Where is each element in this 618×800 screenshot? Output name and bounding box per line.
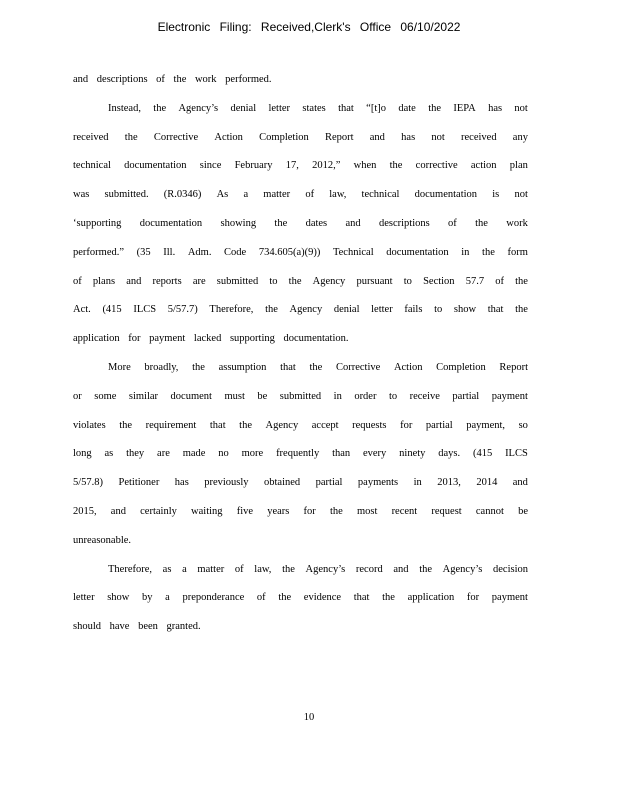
word: days.	[438, 448, 461, 460]
word: that	[280, 362, 296, 373]
word: the	[288, 275, 302, 287]
word: 2013,	[437, 477, 461, 489]
body-line	[73, 477, 528, 488]
word: has	[488, 102, 503, 114]
word: ILCS	[133, 304, 157, 316]
body-line	[73, 391, 528, 402]
word: technical	[361, 189, 400, 201]
word: recent	[391, 506, 418, 517]
word: letter	[268, 102, 291, 114]
word: that	[209, 419, 226, 431]
word: of	[234, 563, 244, 575]
word: Completion	[259, 131, 309, 143]
word: than	[332, 448, 351, 460]
word: to	[269, 275, 278, 287]
word: submitted	[279, 390, 322, 402]
word: corrective	[415, 160, 458, 172]
word: is	[492, 189, 500, 201]
word: payment	[491, 390, 528, 402]
word: (415	[472, 448, 493, 460]
word: preponderance	[182, 592, 245, 604]
word: law,	[254, 563, 272, 575]
word: the	[309, 362, 323, 373]
word: (35	[136, 246, 151, 258]
word: they	[126, 448, 145, 460]
word: obtained	[264, 477, 301, 489]
word: in	[333, 390, 342, 402]
word: cannot	[475, 506, 504, 517]
word: of	[448, 218, 457, 229]
word: partial	[452, 390, 480, 402]
word: 2014	[476, 477, 498, 489]
word: Instead,	[108, 102, 141, 114]
body-line	[73, 132, 528, 143]
word: law,	[329, 189, 347, 201]
word: for	[303, 506, 316, 517]
word: Ill.	[163, 246, 176, 258]
word: payments	[357, 477, 399, 489]
word: documentation	[139, 218, 203, 229]
word: Act.	[73, 304, 91, 316]
word: the	[124, 131, 138, 143]
word: Action	[393, 362, 423, 373]
word: Report	[499, 362, 528, 373]
word: or	[73, 390, 82, 402]
word: Technical	[332, 246, 374, 258]
word: assumption	[218, 362, 267, 373]
word: reports	[152, 275, 182, 287]
word: of	[305, 189, 315, 201]
word: denial	[333, 304, 360, 316]
word: show	[453, 304, 477, 316]
word: of	[495, 275, 504, 287]
word: the	[482, 246, 495, 258]
word: partial	[425, 419, 453, 431]
word: payment,	[466, 419, 506, 431]
word: long	[73, 448, 92, 460]
word: Agency	[265, 419, 299, 431]
word: for	[400, 419, 413, 431]
word: dates	[305, 218, 328, 229]
word: to	[403, 275, 412, 287]
word: the	[515, 304, 528, 316]
word: submitted.	[104, 189, 149, 201]
body-line	[73, 420, 528, 431]
word: not	[431, 131, 445, 143]
word: frequently	[276, 448, 320, 460]
word: previously	[204, 477, 249, 489]
word: documentation	[414, 189, 478, 201]
word: Agency	[312, 275, 346, 287]
word: plan	[509, 160, 528, 172]
word: the	[515, 275, 528, 287]
word: when	[353, 160, 377, 172]
word: Completion	[436, 362, 486, 373]
body-line	[73, 218, 528, 229]
word: for	[466, 592, 480, 604]
body-line	[108, 103, 528, 114]
body-line: unreasonable.	[73, 534, 132, 546]
word: 734.605(a)(9))	[258, 246, 321, 258]
word: broadly,	[144, 362, 179, 373]
word: a	[182, 563, 187, 575]
word: 57.7	[465, 275, 485, 287]
word: Therefore,	[209, 304, 254, 316]
word: technical	[73, 160, 111, 172]
word: application	[407, 592, 455, 604]
word: requests	[352, 419, 387, 431]
word: partial	[315, 477, 343, 489]
word: (R.0346)	[163, 189, 202, 201]
word: Corrective	[335, 362, 381, 373]
word: that	[487, 304, 504, 316]
word: and	[393, 563, 409, 575]
word: the	[382, 592, 395, 604]
word: showing	[220, 218, 257, 229]
word: no	[218, 448, 229, 460]
word: the	[153, 102, 167, 114]
word: and	[345, 218, 361, 229]
word: ILCS	[505, 448, 528, 460]
word: Agency’s	[442, 563, 483, 575]
word: has	[174, 477, 189, 489]
word: As	[216, 189, 229, 201]
word: ‘supporting	[73, 218, 122, 229]
word: most	[356, 506, 378, 517]
word: letter	[371, 304, 393, 316]
word: years	[267, 506, 290, 517]
word: descriptions	[378, 218, 430, 229]
word: to	[434, 304, 443, 316]
word: as	[162, 563, 172, 575]
word: Code	[224, 246, 247, 258]
word: plans	[92, 275, 116, 287]
word: request	[431, 506, 462, 517]
word: (415	[102, 304, 122, 316]
word: IEPA	[453, 102, 476, 114]
word: was	[73, 189, 90, 201]
word: Section	[423, 275, 455, 287]
word: Corrective	[153, 131, 199, 143]
word: the	[278, 592, 292, 604]
word: received	[461, 131, 497, 143]
body-line: application for payment lacked supporting documentation.	[73, 333, 349, 345]
body-line	[73, 276, 528, 287]
word: not	[514, 102, 528, 114]
word: February	[234, 160, 273, 172]
word: letter	[73, 592, 95, 604]
word: receive	[409, 390, 440, 402]
body-line	[73, 304, 528, 315]
word: submitted	[216, 275, 259, 287]
word: Adm.	[187, 246, 212, 258]
word: and	[369, 131, 385, 143]
word: 17,	[285, 160, 299, 172]
word: action	[470, 160, 497, 172]
word: Petitioner	[118, 477, 160, 489]
word: fails	[404, 304, 423, 316]
word: received	[73, 131, 109, 143]
word: 5/57.8)	[73, 477, 104, 489]
word: Action	[214, 131, 243, 143]
word: the	[428, 102, 442, 114]
word: the	[119, 419, 133, 431]
word: Agency	[289, 304, 323, 316]
word: of	[256, 592, 266, 604]
word: the	[475, 218, 488, 229]
word: matter	[263, 189, 291, 201]
word: the	[192, 362, 205, 373]
word: show	[107, 592, 130, 604]
body-line	[73, 247, 528, 258]
word: form	[507, 246, 528, 258]
word: more	[241, 448, 264, 460]
word: decision	[493, 563, 528, 575]
word: denial	[230, 102, 257, 114]
word: states	[302, 102, 326, 114]
word: not	[514, 189, 528, 201]
filing-header: Electronic Filing: Received,Clerk's Office 06/10/2022	[157, 20, 461, 34]
word: be	[518, 506, 528, 517]
word: a	[165, 592, 170, 604]
word: and	[126, 275, 142, 287]
word: evidence	[303, 592, 342, 604]
word: as	[104, 448, 114, 460]
word: every	[362, 448, 387, 460]
word: ninety	[399, 448, 426, 460]
word: the	[274, 218, 288, 229]
word: the	[265, 304, 278, 316]
word: to	[388, 390, 398, 402]
word: has	[401, 131, 416, 143]
word: accept	[311, 419, 339, 431]
word: Agency’s	[178, 102, 219, 114]
body-line	[73, 448, 528, 459]
word: must	[224, 390, 245, 402]
word: 5/57.7)	[167, 304, 198, 316]
word: are	[157, 448, 170, 460]
word: are	[192, 275, 206, 287]
body-line	[73, 592, 528, 603]
word: “[t]o	[366, 102, 386, 114]
word: documentation	[124, 160, 187, 172]
body-line	[108, 362, 528, 373]
word: 2015,	[73, 506, 97, 517]
word: certainly	[140, 506, 177, 517]
word: made	[182, 448, 206, 460]
word: any	[512, 131, 528, 143]
word: so	[518, 419, 528, 431]
body-line	[73, 506, 528, 517]
word: that	[353, 592, 370, 604]
word: and	[110, 506, 126, 517]
word: by	[142, 592, 153, 604]
word: and	[512, 477, 528, 489]
word: the	[419, 563, 433, 575]
word: matter	[197, 563, 225, 575]
word: Report	[324, 131, 354, 143]
word: documentation	[386, 246, 449, 258]
body-line	[73, 160, 528, 171]
word: payment	[491, 592, 528, 604]
word: since	[199, 160, 222, 172]
word: in	[413, 477, 422, 489]
word: Agency’s	[305, 563, 346, 575]
word: the	[389, 160, 403, 172]
word: the	[329, 506, 343, 517]
word: be	[257, 390, 268, 402]
word: some	[94, 390, 117, 402]
body-line	[73, 189, 528, 200]
word: requirement	[145, 419, 197, 431]
word: of	[73, 275, 82, 287]
word: in	[461, 246, 470, 258]
body-line	[108, 564, 528, 575]
word: date	[398, 102, 416, 114]
word: that	[338, 102, 354, 114]
page-number: 10	[303, 712, 315, 723]
word: the	[239, 419, 252, 431]
word: violates	[73, 419, 106, 431]
word: similar	[128, 390, 159, 402]
word: waiting	[191, 506, 223, 517]
word: the	[282, 563, 295, 575]
word: pursuant	[356, 275, 393, 287]
word: 2012,”	[312, 160, 341, 172]
word: five	[236, 506, 254, 517]
body-line: and descriptions of the work performed.	[73, 74, 272, 85]
word: document	[170, 390, 212, 402]
word: a	[243, 189, 249, 201]
word: record	[355, 563, 383, 575]
word: Therefore,	[108, 563, 153, 575]
word: work	[506, 218, 528, 229]
word: More	[108, 362, 131, 373]
word: order	[354, 390, 377, 402]
word: performed.”	[73, 246, 125, 258]
body-line: should have been granted.	[73, 621, 201, 633]
